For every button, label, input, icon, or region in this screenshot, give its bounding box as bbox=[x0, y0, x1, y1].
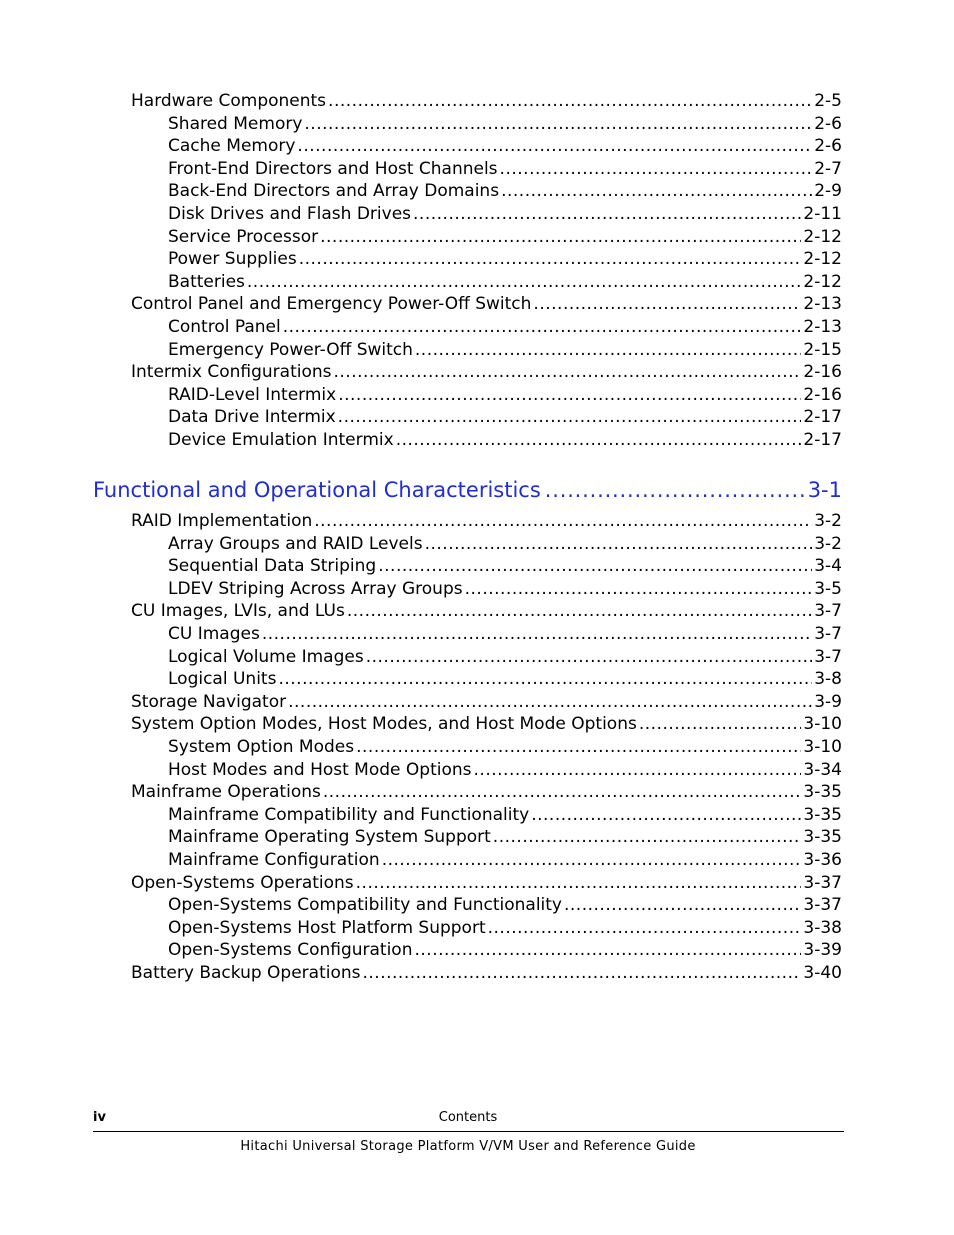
toc-entry-page: 3-34 bbox=[803, 760, 842, 780]
toc-entry[interactable] bbox=[168, 826, 842, 848]
toc-entry[interactable] bbox=[168, 226, 842, 248]
toc-entry-page: 2-17 bbox=[803, 407, 842, 427]
toc-entry-label: Battery Backup Operations bbox=[131, 963, 361, 983]
toc-entry[interactable] bbox=[131, 962, 842, 984]
toc-entry-label: Logical Units bbox=[168, 669, 277, 689]
toc-dot-leader bbox=[474, 759, 802, 781]
toc-entry-label: Data Drive Intermix bbox=[168, 407, 336, 427]
toc-entry-label: Intermix Configurations bbox=[131, 362, 332, 382]
toc-dot-leader bbox=[328, 90, 812, 112]
footer-section-name: Contents bbox=[438, 1110, 498, 1125]
toc-entry-page: 3-5 bbox=[814, 579, 842, 599]
toc-entry-label: Cache Memory bbox=[168, 136, 296, 156]
toc-entry-page: 3-35 bbox=[803, 805, 842, 825]
toc-dot-leader bbox=[382, 849, 802, 871]
toc-entry-page: 3-35 bbox=[803, 827, 842, 847]
toc-entry-label: Array Groups and RAID Levels bbox=[168, 534, 423, 554]
toc-entry-page: 3-37 bbox=[803, 895, 842, 915]
toc-entry-label: RAID Implementation bbox=[131, 511, 313, 531]
toc-entry[interactable] bbox=[168, 736, 842, 758]
toc-entry-label: Front-End Directors and Host Channels bbox=[168, 159, 498, 179]
toc-entry-label: Power Supplies bbox=[168, 249, 297, 269]
toc-chapter-leader bbox=[545, 476, 804, 504]
toc-entry[interactable] bbox=[131, 293, 842, 315]
toc-dot-leader bbox=[356, 872, 802, 894]
toc-entry[interactable] bbox=[168, 406, 842, 428]
toc-entry[interactable] bbox=[168, 429, 842, 451]
toc-entry[interactable] bbox=[168, 203, 842, 225]
toc-entry-page: 2-9 bbox=[814, 181, 842, 201]
toc-entry[interactable] bbox=[168, 759, 842, 781]
toc-entry[interactable] bbox=[168, 646, 842, 668]
toc-entry[interactable] bbox=[168, 180, 842, 202]
toc-entry-label: Open-Systems Configuration bbox=[168, 940, 413, 960]
toc-entry-label: Disk Drives and Flash Drives bbox=[168, 204, 412, 224]
toc-dot-leader bbox=[314, 510, 812, 532]
toc-entry[interactable] bbox=[131, 90, 842, 112]
toc-entry-page: 3-7 bbox=[814, 647, 842, 667]
toc-entry-label: Open-Systems Operations bbox=[131, 873, 354, 893]
toc-entry-label: RAID-Level Intermix bbox=[168, 385, 337, 405]
toc-entry[interactable] bbox=[168, 578, 842, 600]
toc-entry-page: 3-2 bbox=[814, 511, 842, 531]
toc-entry-page: 3-2 bbox=[814, 534, 842, 554]
toc-entry[interactable] bbox=[131, 510, 842, 532]
toc-entry-label: Hardware Components bbox=[131, 91, 327, 111]
toc-entry[interactable] bbox=[131, 781, 842, 803]
toc-dot-leader bbox=[531, 804, 801, 826]
toc-entry-page: 3-8 bbox=[814, 669, 842, 689]
toc-entry-page: 3-37 bbox=[803, 873, 842, 893]
toc-entry[interactable] bbox=[168, 135, 842, 157]
toc-entry[interactable] bbox=[168, 849, 842, 871]
toc-entry[interactable] bbox=[168, 339, 842, 361]
footer-page-number: iv bbox=[93, 1110, 106, 1125]
toc-entry[interactable] bbox=[131, 600, 842, 622]
toc-dot-leader bbox=[304, 113, 812, 135]
toc-entry-label: Service Processor bbox=[168, 227, 319, 247]
toc-dot-leader bbox=[347, 600, 812, 622]
toc-entry-page: 2-16 bbox=[803, 362, 842, 382]
toc-dot-leader bbox=[500, 158, 813, 180]
toc-dot-leader bbox=[396, 429, 802, 451]
toc-chapter-page: 3-1 bbox=[807, 478, 842, 502]
toc-entry-label: Sequential Data Striping bbox=[168, 556, 377, 576]
toc-entry-page: 2-12 bbox=[803, 249, 842, 269]
toc-entry-label: System Option Modes, Host Modes, and Host Mode Options bbox=[131, 714, 637, 734]
toc-entry-label: Open-Systems Compatibility and Functionality bbox=[168, 895, 562, 915]
toc-entry[interactable] bbox=[168, 384, 842, 406]
toc-entry-label: Shared Memory bbox=[168, 114, 303, 134]
footer-book-title: Hitachi Universal Storage Platform V/VM User and Reference Guide bbox=[240, 1139, 696, 1154]
toc-dot-leader bbox=[501, 180, 812, 202]
toc-dot-leader bbox=[465, 578, 813, 600]
toc-entry-page: 2-15 bbox=[803, 340, 842, 360]
toc-entry-page: 3-4 bbox=[814, 556, 842, 576]
toc-entry-page: 3-9 bbox=[814, 692, 842, 712]
toc-entry-page: 3-39 bbox=[803, 940, 842, 960]
toc-entry-label: Open-Systems Host Platform Support bbox=[168, 918, 486, 938]
toc-dot-leader bbox=[413, 203, 801, 225]
toc-entry[interactable] bbox=[168, 917, 842, 939]
toc-dot-leader bbox=[414, 939, 801, 961]
toc-entry[interactable] bbox=[168, 533, 842, 555]
toc-entry-label: Back-End Directors and Array Domains bbox=[168, 181, 500, 201]
toc-dot-leader bbox=[283, 316, 802, 338]
toc-entry-page: 2-12 bbox=[803, 272, 842, 292]
toc-entry-page: 3-38 bbox=[803, 918, 842, 938]
toc-entry-page: 2-6 bbox=[814, 114, 842, 134]
toc-entry-page: 3-36 bbox=[803, 850, 842, 870]
toc-entry-label: CU Images bbox=[168, 624, 260, 644]
toc-entry-label: Mainframe Configuration bbox=[168, 850, 380, 870]
toc-entry-label: Storage Navigator bbox=[131, 692, 287, 712]
toc-dot-leader bbox=[338, 384, 801, 406]
toc-entry-label: Emergency Power-Off Switch bbox=[168, 340, 413, 360]
toc-entry-label: Host Modes and Host Mode Options bbox=[168, 760, 472, 780]
toc-entry[interactable] bbox=[168, 668, 842, 690]
toc-entry-label: Control Panel and Emergency Power-Off Switch bbox=[131, 294, 532, 314]
toc-dot-leader bbox=[533, 293, 801, 315]
toc-entry[interactable] bbox=[168, 894, 842, 916]
toc-entry-label: Control Panel bbox=[168, 317, 281, 337]
toc-entry-page: 2-16 bbox=[803, 385, 842, 405]
toc-dot-leader bbox=[288, 691, 812, 713]
toc-chapter-entry[interactable] bbox=[93, 476, 842, 504]
toc-entry-page: 2-7 bbox=[814, 159, 842, 179]
toc-dot-leader bbox=[299, 248, 802, 270]
toc-dot-leader bbox=[278, 668, 812, 690]
toc-dot-leader bbox=[564, 894, 801, 916]
toc-entry[interactable] bbox=[168, 555, 842, 577]
toc-dot-leader bbox=[378, 555, 812, 577]
toc-dot-leader bbox=[247, 271, 802, 293]
toc-entry-page: 2-11 bbox=[803, 204, 842, 224]
toc-dot-leader bbox=[415, 339, 802, 361]
toc-entry[interactable] bbox=[168, 939, 842, 961]
toc-entry-label: Mainframe Operating System Support bbox=[168, 827, 491, 847]
toc-entry-page: 3-7 bbox=[814, 601, 842, 621]
toc-entry[interactable] bbox=[131, 872, 842, 894]
toc-dot-leader bbox=[334, 361, 802, 383]
toc-entry-page: 3-10 bbox=[803, 737, 842, 757]
toc-dot-leader bbox=[262, 623, 812, 645]
toc-entry-label: System Option Modes bbox=[168, 737, 355, 757]
toc-entry-page: 2-12 bbox=[803, 227, 842, 247]
toc-entry-page: 2-17 bbox=[803, 430, 842, 450]
toc-entry-page: 3-7 bbox=[814, 624, 842, 644]
toc-entry-page: 2-6 bbox=[814, 136, 842, 156]
toc-entry-label: Mainframe Compatibility and Functionality bbox=[168, 805, 530, 825]
toc-entry[interactable] bbox=[168, 623, 842, 645]
toc-dot-leader bbox=[323, 781, 802, 803]
toc-dot-leader bbox=[320, 226, 801, 248]
toc-entry-page: 2-13 bbox=[803, 317, 842, 337]
toc-entry[interactable] bbox=[168, 113, 842, 135]
toc-entry-label: CU Images, LVIs, and LUs bbox=[131, 601, 345, 621]
toc-dot-leader bbox=[356, 736, 801, 758]
toc-entry-label: Batteries bbox=[168, 272, 245, 292]
toc-entry[interactable] bbox=[168, 158, 842, 180]
toc-dot-leader bbox=[425, 533, 813, 555]
toc-entry[interactable] bbox=[131, 691, 842, 713]
toc-dot-leader bbox=[338, 406, 802, 428]
toc-entry[interactable] bbox=[168, 271, 842, 293]
toc-entry-label: Logical Volume Images bbox=[168, 647, 364, 667]
toc-entry[interactable] bbox=[131, 713, 842, 735]
toc-entry-label: LDEV Striping Across Array Groups bbox=[168, 579, 463, 599]
toc-dot-leader bbox=[297, 135, 812, 157]
toc-chapter-label: Functional and Operational Characteristics bbox=[93, 478, 541, 502]
footer-divider bbox=[93, 1131, 844, 1132]
toc-dot-leader bbox=[493, 826, 802, 848]
toc-dot-leader bbox=[366, 646, 813, 668]
toc-entry-page: 3-10 bbox=[803, 714, 842, 734]
toc-entry[interactable] bbox=[168, 804, 842, 826]
toc-entry-page: 2-5 bbox=[814, 91, 842, 111]
toc-entry[interactable] bbox=[131, 361, 842, 383]
toc-entry-page: 2-13 bbox=[803, 294, 842, 314]
toc-entry-label: Device Emulation Intermix bbox=[168, 430, 394, 450]
toc-entry-label: Mainframe Operations bbox=[131, 782, 321, 802]
toc-dot-leader bbox=[488, 917, 802, 939]
toc-entry[interactable] bbox=[168, 248, 842, 270]
toc-entry-page: 3-35 bbox=[803, 782, 842, 802]
toc-entry[interactable] bbox=[168, 316, 842, 338]
toc-dot-leader bbox=[363, 962, 802, 984]
toc-entry-page: 3-40 bbox=[803, 963, 842, 983]
toc-dot-leader bbox=[639, 713, 802, 735]
